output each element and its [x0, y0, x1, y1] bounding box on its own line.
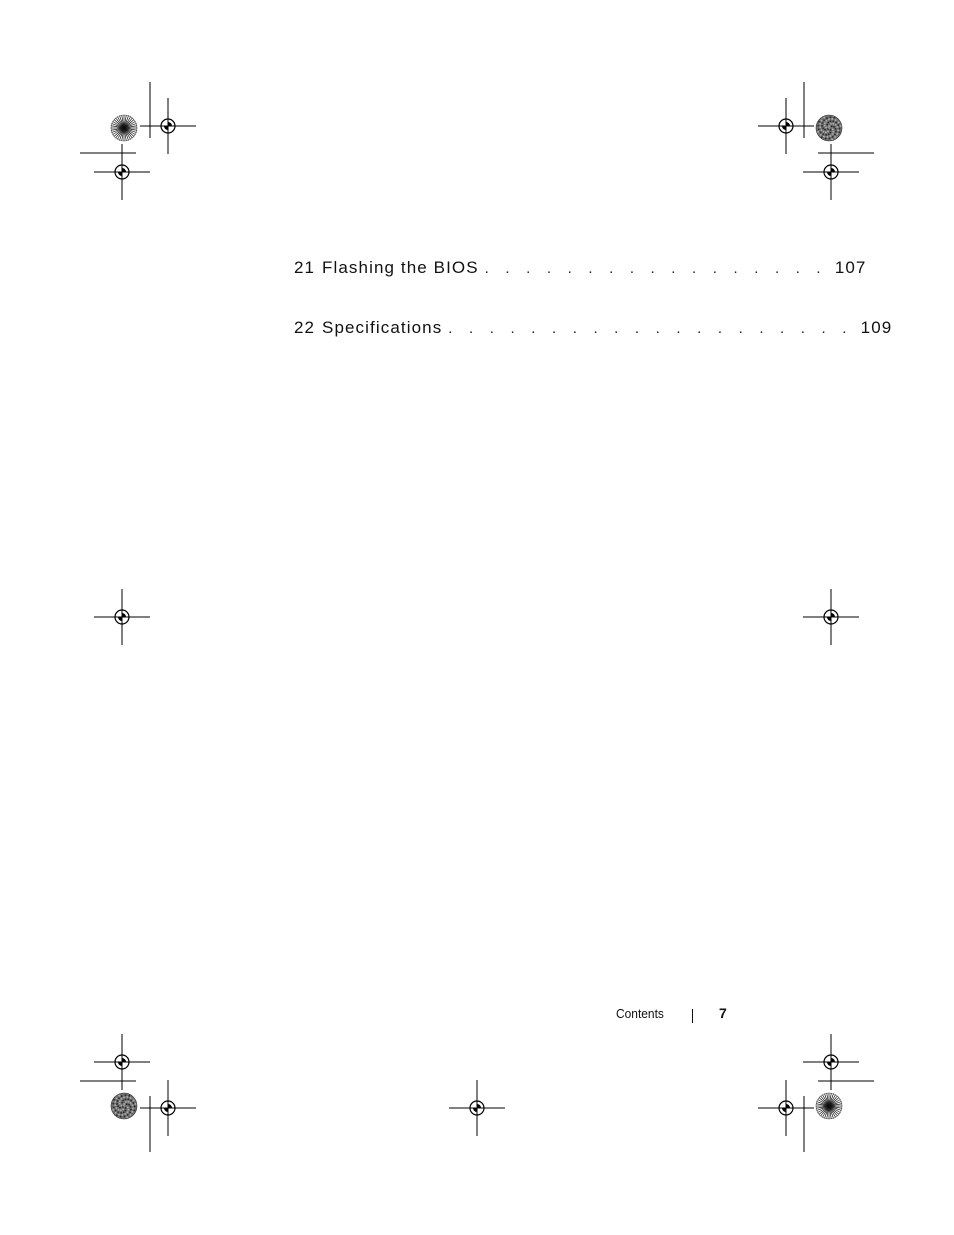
footer-page-number: 7	[719, 1005, 727, 1021]
chapter-title: Flashing the BIOS	[322, 258, 479, 277]
footer-section-label: Contents	[616, 1006, 664, 1021]
crosshair-registration-icon	[94, 144, 150, 200]
chapter-number: 22	[294, 318, 316, 337]
toc-entry-flashing-bios[interactable]	[294, 258, 867, 282]
toc-entry-specifications[interactable]	[294, 318, 893, 342]
crosshair-registration-icon	[94, 1034, 150, 1090]
halftone-disc-icon	[111, 1093, 137, 1119]
dot-leader: . . . . . . . . . . . . . . . . .	[484, 260, 827, 277]
crosshair-registration-icon	[803, 1034, 859, 1090]
crosshair-registration-icon	[140, 1080, 196, 1136]
crosshair-registration-icon	[449, 1080, 505, 1136]
crosshair-registration-icon	[758, 98, 814, 154]
starburst-target-icon	[816, 1093, 842, 1119]
chapter-title: Specifications	[322, 318, 443, 337]
page-number: 109	[860, 318, 893, 337]
starburst-target-icon	[111, 115, 137, 141]
crosshair-registration-icon	[140, 98, 196, 154]
dot-leader: . . . . . . . . . . . . . . . . . . . .	[448, 320, 853, 337]
page-number: 107	[834, 258, 867, 277]
crosshair-registration-icon	[758, 1080, 814, 1136]
crosshair-registration-icon	[803, 589, 859, 645]
crosshair-registration-icon	[803, 144, 859, 200]
chapter-number: 21	[294, 258, 316, 277]
footer-divider	[692, 1009, 693, 1023]
crosshair-registration-icon	[94, 589, 150, 645]
halftone-disc-icon	[816, 115, 842, 141]
